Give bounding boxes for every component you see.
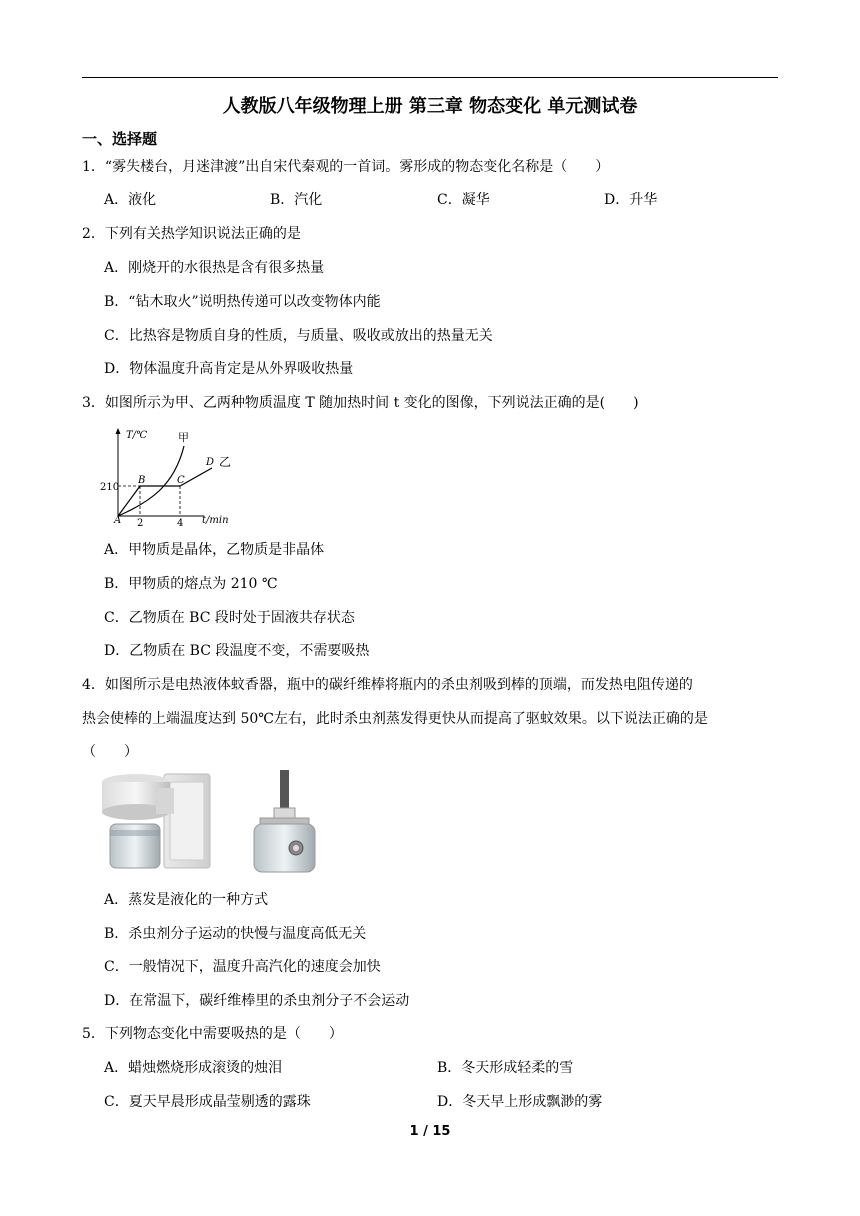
- refill-bottle: [254, 824, 315, 872]
- graph-point-c: C: [177, 475, 185, 486]
- q2-option-c: C．比热容是物质自身的性质，与质量、吸收或放出的热量无关: [104, 328, 493, 344]
- q4-option-a: A．蒸发是液化的一种方式: [104, 892, 269, 908]
- q2-option-b: B．“钻木取火”说明热传递可以改变物体内能: [104, 294, 381, 310]
- q2-stem: 2．下列有关热学知识说法正确的是: [82, 226, 301, 242]
- q3-option-c: C．乙物质在 BC 段时处于固液共存状态: [104, 610, 355, 626]
- q4-stem-line-1: 4．如图所示是电热液体蚊香器，瓶中的碳纤维棒将瓶内的杀虫剂吸到棒的顶端，而发热电阻传递的: [82, 677, 693, 693]
- carbon-rod: [280, 770, 289, 810]
- q2-option-a: A．刚烧开的水很热是含有很多热量: [104, 260, 325, 276]
- q4-stem-line-3: （ ）: [82, 744, 138, 760]
- q3-option-d: D．乙物质在 BC 段温度不变，不需要吸热: [104, 643, 370, 659]
- q1-stem: 1．“雾失楼台，月迷津渡”出自宋代秦观的一首词。雾形成的物态变化名称是（ ）: [82, 159, 610, 175]
- graph-x-label: t/min: [202, 515, 229, 526]
- temperature-time-graph: [100, 424, 240, 530]
- graph-y-tick-210: 210: [100, 482, 120, 493]
- q4-stem-line-2: 热会使棒的上端温度达到 50℃左右，此时杀虫剂蒸发得更快从而提高了驱蚊效果。以下说法正确的是: [82, 711, 708, 727]
- graph-point-b: B: [138, 475, 146, 486]
- q1-option-a: A．液化: [104, 192, 157, 208]
- graph-curve-jia-label: 甲: [178, 431, 189, 444]
- page-title: 人教版八年级物理上册 第三章 物态变化 单元测试卷: [222, 96, 638, 117]
- header-rule: [82, 77, 778, 78]
- q3-stem: 3．如图所示为甲、乙两种物质温度 T 随加热时间 t 变化的图像，下列说法正确的是( ): [82, 395, 639, 411]
- graph-point-a: A: [114, 515, 122, 526]
- q2-option-d: D．物体温度升高肯定是从外界吸收热量: [104, 361, 354, 377]
- mosquito-repellent-photo: [96, 768, 320, 878]
- curve-jia: [118, 446, 184, 516]
- graph-curve-yi-label: 乙: [219, 455, 232, 469]
- graph-x-tick-4: 4: [177, 518, 184, 529]
- graph-point-d: D: [206, 457, 215, 468]
- q5-stem: 5．下列物态变化中需要吸热的是（ ）: [82, 1026, 343, 1042]
- q3-option-b: B．甲物质的熔点为 210 ℃: [104, 576, 278, 592]
- q4-option-b: B．杀虫剂分子运动的快慢与温度高低无关: [104, 926, 367, 942]
- q1-option-d: D．升华: [604, 192, 658, 208]
- q4-option-c: C．一般情况下，温度升高汽化的速度会加快: [104, 959, 381, 975]
- q4-option-d: D．在常温下，碳纤维棒里的杀虫剂分子不会运动: [104, 993, 410, 1009]
- graph-x-tick-2: 2: [137, 518, 144, 529]
- q1-option-c: C．凝华: [437, 192, 490, 208]
- q1-option-b: B．汽化: [270, 192, 323, 208]
- page-number: 1 / 15: [409, 1124, 451, 1139]
- q5-option-b: B．冬天形成轻柔的雪: [437, 1060, 574, 1076]
- q5-option-c: C．夏天早晨形成晶莹剔透的露珠: [104, 1094, 311, 1110]
- graph-y-arrow: [116, 428, 121, 434]
- graph-y-label: T/℃: [126, 430, 148, 441]
- q3-option-a: A．甲物质是晶体，乙物质是非晶体: [104, 542, 325, 558]
- q5-option-a: A．蜡烛燃烧形成滚烫的烛泪: [104, 1060, 283, 1076]
- q5-option-d: D．冬天早上形成飘渺的雾: [437, 1094, 603, 1110]
- section-heading: 一、选择题: [82, 130, 158, 148]
